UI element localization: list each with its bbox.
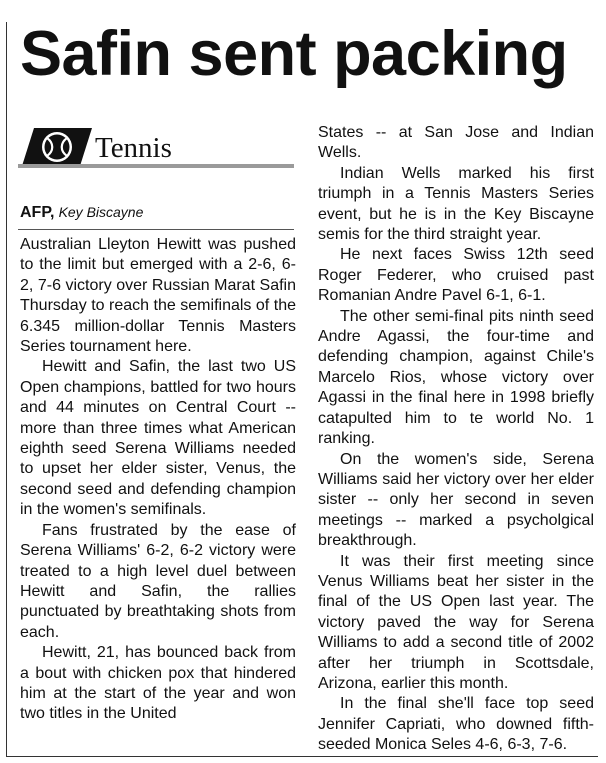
byline — [20, 202, 143, 223]
byline-location: Key Biscayne — [58, 204, 144, 220]
paragraph: Australian Lleyton Hewitt was pushed to the limit but emerged with a 2-6, 6-2, 7-6 victory over Russian Marat Safin Thursday to reach the semifinals of the 6.345 million-dollar Tennis Masters Series tournament here. — [20, 236, 296, 356]
paragraph: States -- at San Jose and Indian Wells. — [318, 124, 594, 162]
paragraph: The other semi-final pits ninth seed Andre Agassi, the four-time and defending champion, against Chile's Marcelo Rios, whose victory over Agassi in the final here in 1998 briefly catapulted him to te world No. 1 ranking. — [318, 307, 594, 448]
tennis-ball-icon — [20, 128, 92, 166]
paragraph: On the women's side, Serena Williams said her victory over her elder sister -- only her second in seven meetings -- marked a psycholgical breakthrough. — [318, 450, 594, 550]
byline-agency: AFP, — [20, 204, 55, 221]
page-border-bottom — [6, 756, 598, 757]
paragraph: It was their first meeting since Venus Williams beat her sister in the final of the US Open last year. The victory paved the way for Serena Williams to add a second title of 2002 after her triumph in Scottsdale, Arizona, earlier this month. — [318, 552, 594, 692]
paragraph: Fans frustrated by the ease of Serena Williams' 6-2, 6-2 victory were treated to a high level duel between Hewitt and Safin, the rallies punctuated by breathtaking shots from each. — [20, 521, 296, 641]
section-label: Tennis — [95, 132, 172, 164]
byline-divider — [18, 229, 294, 230]
paragraph: He next faces Swiss 12th seed Roger Federer, who cruised past Romanian Andre Pavel 6-1, 6-1. — [318, 246, 594, 305]
page-border-left — [6, 22, 7, 757]
paragraph: Indian Wells marked his first triumph in a Tennis Masters Series event, but he is in the Key Biscayne semis for the third straight year. — [318, 164, 594, 244]
paragraph: In the final she'll face top seed Jennifer Capriati, who downed fifth-seeded Monica Seles 4-6, 6-3, 7-6. — [318, 695, 594, 754]
paragraph: Hewitt and Safin, the last two US Open champions, battled for two hours and 44 minutes on Central Court -- more than three times what American eighth seed Serena Williams needed to upset her elder sister, Venus, the second seed and defending champion in the women's semifinals. — [20, 358, 296, 519]
section-logo-underline — [18, 164, 294, 168]
section-logo — [18, 126, 294, 168]
headline: Safin sent packing — [20, 19, 568, 89]
article-column-left — [20, 235, 296, 725]
paragraph: Hewitt, 21, has bounced back from a bout with chicken pox that hindered him at the start of the year and won two titles in the United — [20, 644, 296, 723]
article-column-right — [318, 123, 594, 756]
